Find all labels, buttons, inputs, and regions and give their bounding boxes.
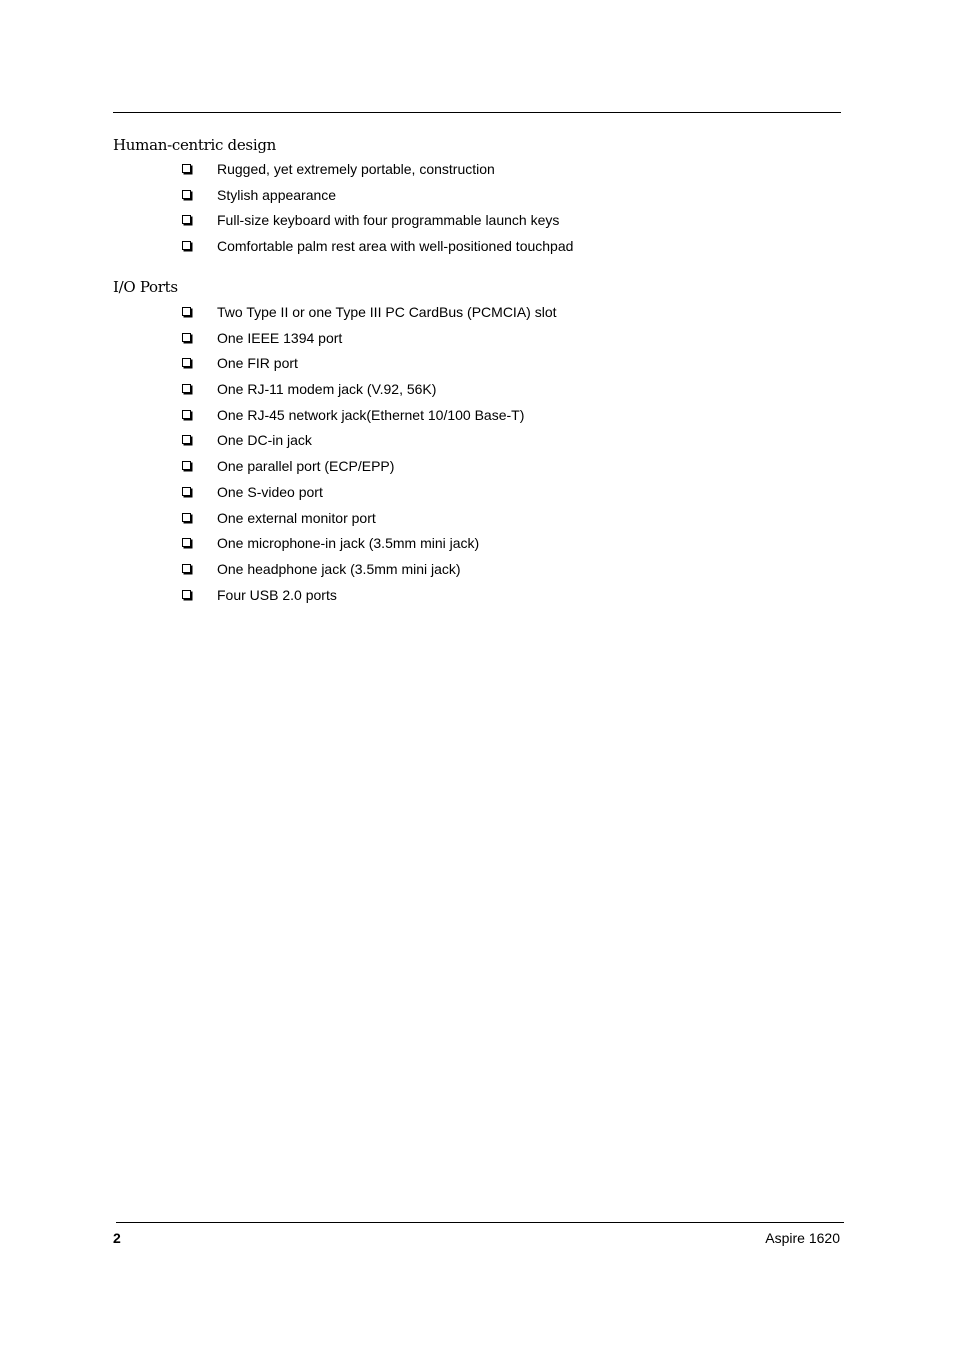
header-rule bbox=[113, 112, 841, 113]
checkbox-square-icon bbox=[182, 241, 191, 250]
checkbox-square-icon bbox=[182, 461, 191, 470]
checkbox-square-icon bbox=[182, 333, 191, 342]
checkbox-square-icon bbox=[182, 538, 191, 547]
footer-title: Aspire 1620 bbox=[765, 1230, 840, 1246]
checkbox-square-icon bbox=[182, 564, 191, 573]
footer-rule bbox=[116, 1222, 844, 1223]
checkbox-square-icon bbox=[182, 307, 191, 316]
checkbox-square-icon bbox=[182, 164, 191, 173]
page-number: 2 bbox=[113, 1230, 121, 1246]
checkbox-square-icon bbox=[182, 215, 191, 224]
checkbox-square-icon bbox=[182, 384, 191, 393]
checkbox-square-icon bbox=[182, 358, 191, 367]
checkbox-square-icon bbox=[182, 190, 191, 199]
checkbox-square-icon bbox=[182, 513, 191, 522]
checkbox-square-icon bbox=[182, 590, 191, 599]
checkbox-square-icon bbox=[182, 410, 191, 419]
checkbox-square-icon bbox=[182, 487, 191, 496]
section-heading-io-ports: I/O Ports bbox=[113, 278, 178, 296]
checkbox-square-icon bbox=[182, 435, 191, 444]
section-heading-human-centric-design: Human-centric design bbox=[113, 136, 276, 154]
